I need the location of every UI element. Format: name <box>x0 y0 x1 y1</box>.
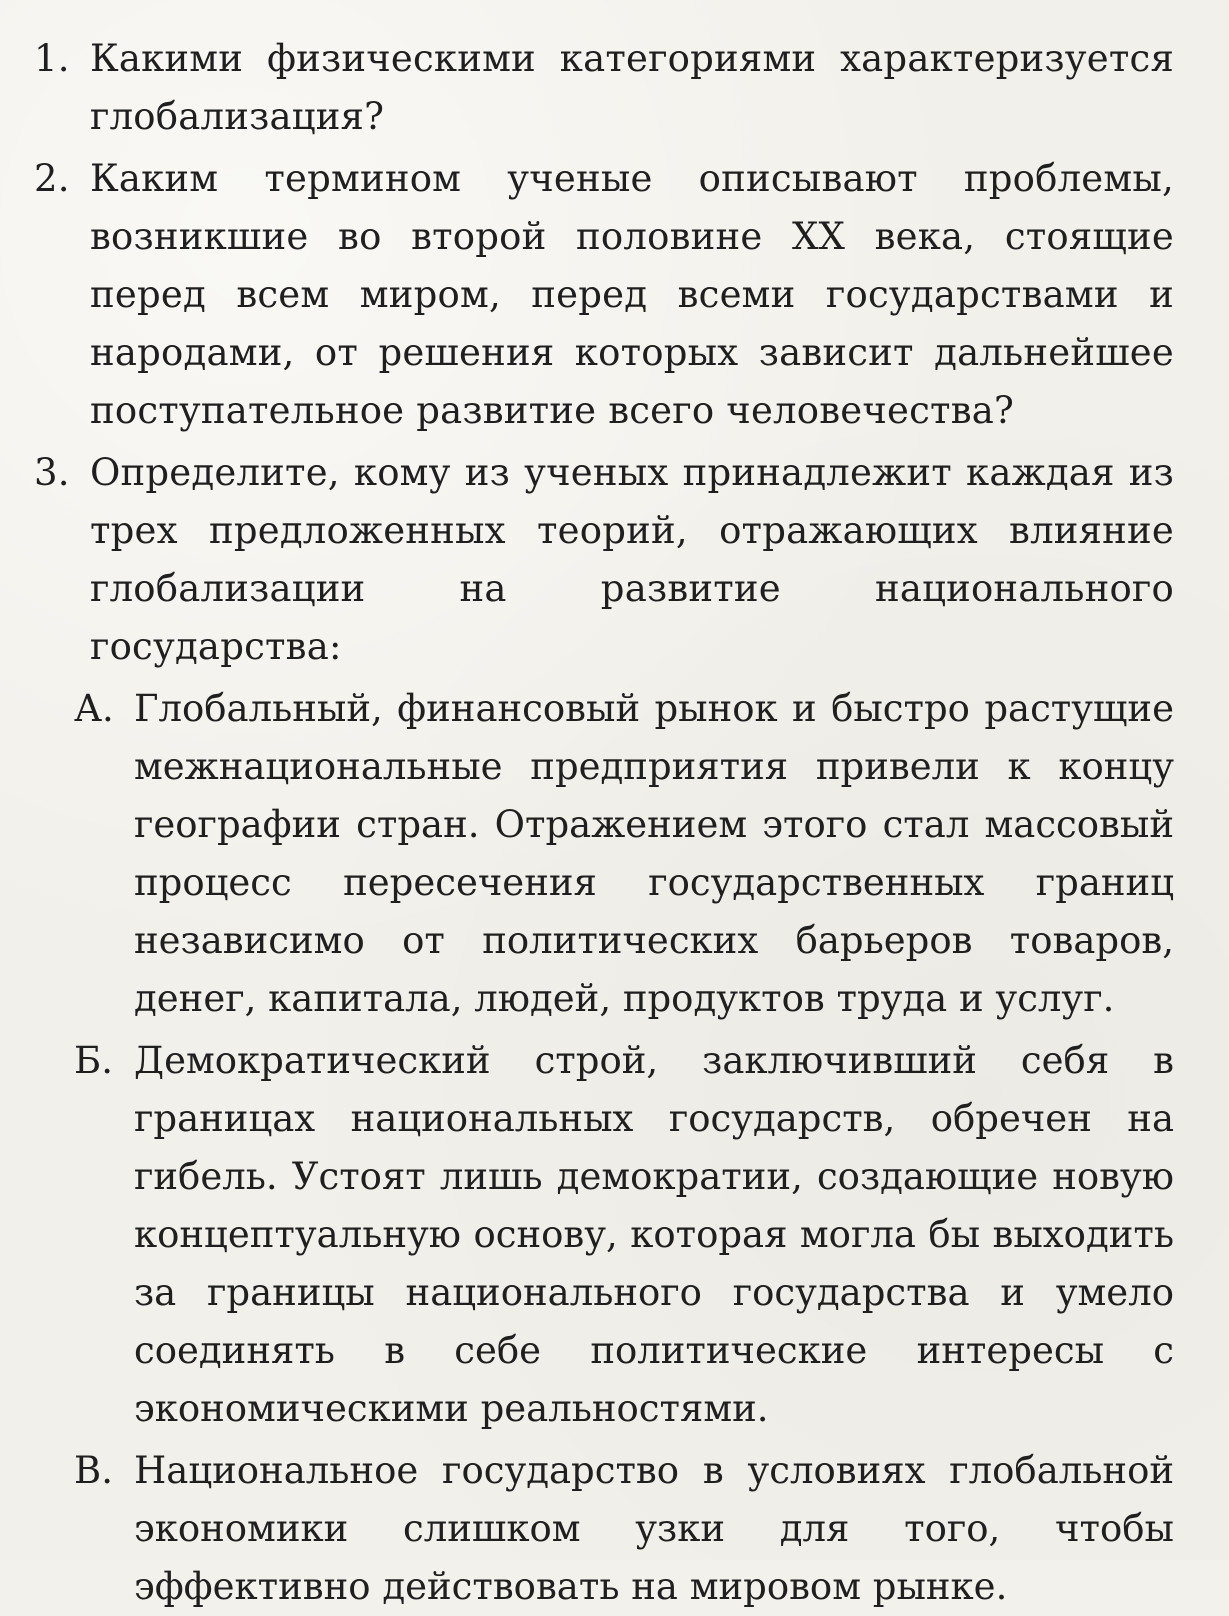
option-text: Национальное государство в условиях глобальной экономики слишком узки для того, чтобы эффективно действовать на мировом рынке. <box>134 1449 1174 1608</box>
question-3 <box>34 444 1174 676</box>
option-letter: А. <box>74 687 114 730</box>
option-v <box>34 1442 1174 1616</box>
question-number: 2. <box>34 157 70 200</box>
question-list <box>34 30 1174 1616</box>
option-text: Демократический строй, заключивший себя в границах национальных государств, обречен на гибель. Устоят лишь демократии, создающие новую концептуальную основу, которая могла бы выходить за границы национального государства и умело соединять в себе политические интересы с экономическими реальностями. <box>134 1039 1174 1430</box>
question-text: Определите, кому из ученых принадлежит каждая из трех предложенных теорий, отражающих влияние глобализации на развитие национального государства: <box>90 451 1174 668</box>
question-1 <box>34 30 1174 146</box>
question-text: Какими физическими категориями характеризуется глобализация? <box>90 37 1174 138</box>
question-text: Каким термином ученые описывают проблемы, возникшие во второй половине XX века, стоящие перед всем миром, перед всеми государствами и народами, от решения которых зависит дальнейшее поступательное развитие всего человечества? <box>90 157 1174 432</box>
option-a <box>34 680 1174 1028</box>
option-b <box>34 1032 1174 1438</box>
option-letter: В. <box>74 1449 113 1492</box>
question-2 <box>34 150 1174 440</box>
option-letter: Б. <box>74 1039 113 1082</box>
question-number: 1. <box>34 37 70 80</box>
question-number: 3. <box>34 451 70 494</box>
option-text: Глобальный, финансовый рынок и быстро растущие межнациональные предприятия привели к концу географии стран. Отражением этого стал массовый процесс пересечения государственных границ независимо от политических барьеров товаров, денег, капитала, людей, продуктов труда и услуг. <box>134 687 1174 1020</box>
